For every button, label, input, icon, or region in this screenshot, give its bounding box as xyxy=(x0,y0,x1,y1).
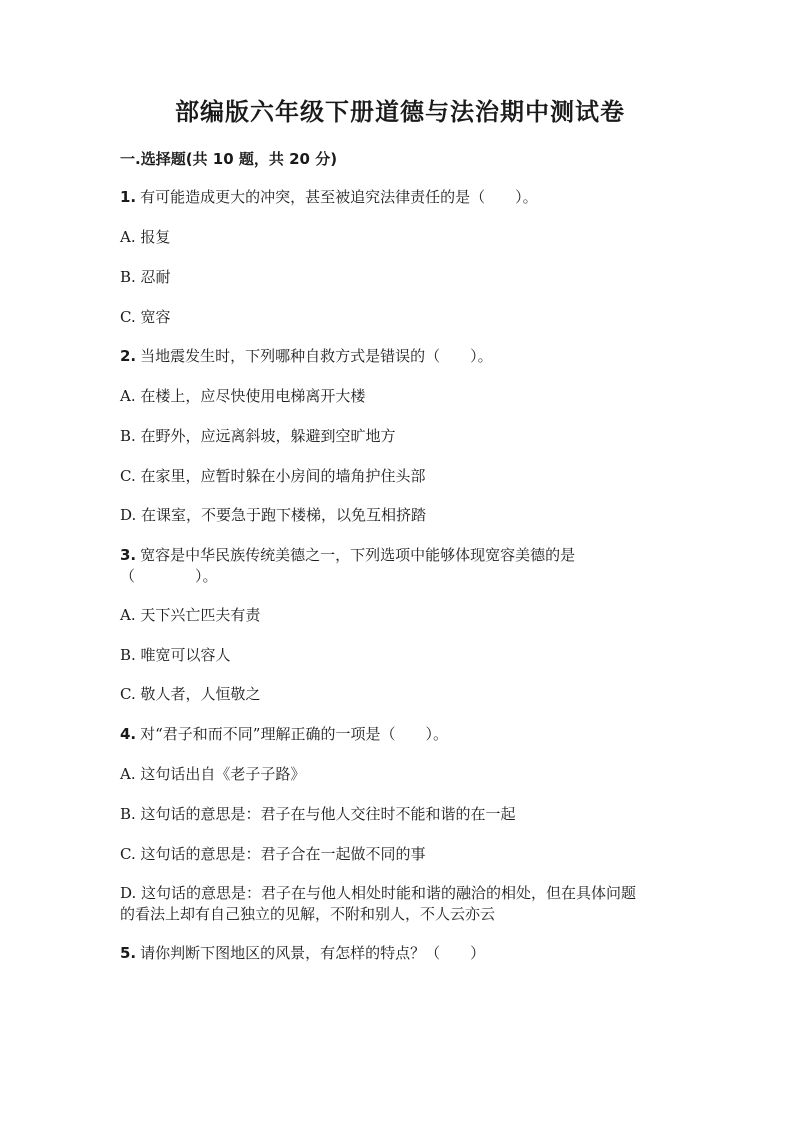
question-text: 宽容是中华民族传统美德之一，下列选项中能够体现宽容美德的是 xyxy=(140,546,576,564)
question-text: 请你判断下图地区的风景，有怎样的特点？（ ） xyxy=(140,944,486,962)
page-title: 部编版六年级下册道德与法治期中测试卷 xyxy=(175,98,625,126)
question-3 xyxy=(120,545,700,566)
question-4 xyxy=(120,724,700,745)
question-text: 对“君子和而不同”理解正确的一项是（ ）。 xyxy=(140,725,448,743)
question-number: 3. xyxy=(120,546,137,564)
question-3-continued: （ ）。 xyxy=(120,567,218,585)
question-1 xyxy=(120,187,700,208)
question-4-option-d: D. 这句话的意思是：君子在与他人相处时能和谐的融洽的相处，但在具体问题 xyxy=(120,884,637,902)
question-1-option-b: B. 忍耐 xyxy=(120,268,171,286)
question-4-option-a: A. 这句话出自《老子子路》 xyxy=(120,765,306,783)
question-3-option-b: B. 唯宽可以容人 xyxy=(120,646,231,664)
question-2-option-d: D. 在课室，不要急于跑下楼梯，以免互相挤踏 xyxy=(120,506,427,524)
question-4-option-b: B. 这句话的意思是：君子在与他人交往时不能和谐的在一起 xyxy=(120,805,516,823)
question-4-option-c: C. 这句话的意思是：君子合在一起做不同的事 xyxy=(120,845,426,863)
section-heading: 一.选择题(共 10 题，共 20 分) xyxy=(120,150,338,168)
question-2-option-a: A. 在楼上，应尽快使用电梯离开大楼 xyxy=(120,387,366,405)
question-3-option-a: A. 天下兴亡匹夫有责 xyxy=(120,606,261,624)
question-1-option-c: C. 宽容 xyxy=(120,308,171,326)
question-text: 有可能造成更大的冲突，甚至被追究法律责任的是（ ）。 xyxy=(140,188,538,206)
question-2 xyxy=(120,346,700,367)
question-2-option-b: B. 在野外，应远离斜坡，躲避到空旷地方 xyxy=(120,427,396,445)
question-number: 4. xyxy=(120,725,137,743)
question-2-option-c: C. 在家里，应暂时躲在小房间的墙角护住头部 xyxy=(120,467,426,485)
question-text: 当地震发生时，下列哪种自救方式是错误的（ ）。 xyxy=(140,347,493,365)
question-4-option-d-continued: 的看法上却有自己独立的见解，不附和别人，不人云亦云 xyxy=(120,905,496,923)
question-5 xyxy=(120,943,700,964)
question-number: 5. xyxy=(120,944,137,962)
question-number: 1. xyxy=(120,188,137,206)
question-3-option-c: C. 敬人者，人恒敬之 xyxy=(120,685,261,703)
question-number: 2. xyxy=(120,347,137,365)
question-1-option-a: A. 报复 xyxy=(120,228,171,246)
